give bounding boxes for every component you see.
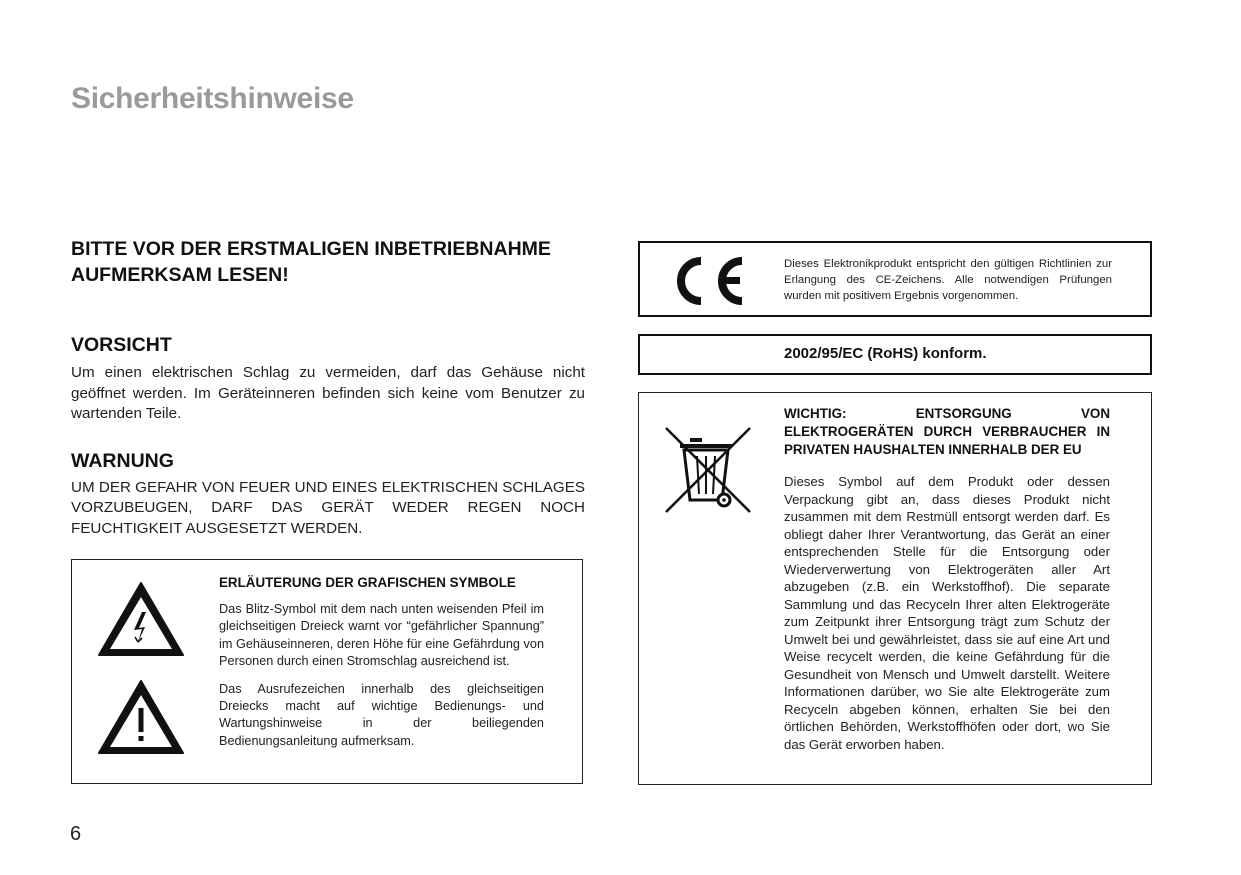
ce-mark-icon — [666, 255, 748, 307]
page-number: 6 — [70, 823, 82, 845]
vorsicht-heading: VORSICHT — [71, 334, 172, 356]
intro-heading — [71, 236, 585, 288]
rohs-text: 2002/95/EC (RoHS) konform. — [784, 345, 987, 362]
ce-logo-text: CE — [666, 255, 668, 256]
ce-box — [638, 241, 1152, 317]
weee-heading: WICHTIG: ENTSORGUNG VON ELEKTROGERÄTEN DURCH VERBRAUCHER IN PRIVATEN HAUSHALTEN INNERHALB DER EU — [784, 406, 1110, 457]
weee-body: Dieses Symbol auf dem Produkt oder dessen Verpackung gibt an, dass dieses Produkt nicht zusammen mit dem Restmüll entsorgt werden darf. Es obliegt daher Ihrer Verantwortung, das Gerät an einer entsprechenden Stelle für die Entsorgung oder Wiederverwertung von Elektrogeräten aller Art abzugeben (z.B. ein Werkstoffhof). Die separate Sammlung und das Recyceln Ihrer alten Elektrogeräte zum Zeitpunkt ihrer Entsorgung trägt zum Schutz der Umwelt bei und gewährleistet, dass sie auf eine Art und Weise recycelt werden, die keine Gefährdung für die Gesundheit von Mensch und Umwelt darstellt. Weitere Informationen darüber, wo Sie alte Elektrogeräte zum Recyceln abgeben können, erhalten Sie bei den örtlichen Behörden, Werkstoffhöfen oder dort, wo Sie das Gerät erworben haben. — [784, 474, 1110, 752]
lightning-warning-icon — [96, 580, 186, 658]
vorsicht-text: Um einen elektrischen Schlag zu vermeiden, darf das Gehäuse nicht geöffnet werden. Im Geräteinneren befinden sich keine vom Benutzer zu wartenden Teile. — [71, 364, 585, 422]
lightning-explanation: Das Blitz-Symbol mit dem nach unten weisenden Pfeil im gleichseitigen Dreieck warnt vor “gefährlicher Spannung” im Gehäuseinneren, deren Höhe für eine Gefährdung von Personen durch einen Stromschlag ausreichend ist. — [219, 602, 544, 669]
weee-box — [638, 392, 1152, 785]
symbols-text-column — [219, 574, 544, 750]
intro-heading-line1: BITTE VOR DER ERSTMALIGEN INBETRIEBNAHME — [71, 238, 551, 260]
symbols-heading: ERLÄUTERUNG DER GRAFISCHEN SYMBOLE — [219, 575, 516, 590]
intro-heading-line2: AUFMERKSAM LESEN! — [71, 264, 289, 286]
ce-text: Dieses Elektronikprodukt entspricht den gültigen Richtlinien zur Erlangung des CE-Zeichens. Alle notwendigen Prüfungen wurden mit positivem Ergebnis vorgenommen. — [784, 258, 1112, 302]
left-column — [71, 236, 585, 539]
weee-text-column — [784, 405, 1110, 753]
symbols-explanation-box — [71, 559, 583, 784]
warnung-text: UM DER GEFAHR VON FEUER UND EINES ELEKTRISCHEN SCHLAGES VORZUBEUGEN, DARF DAS GERÄT WEDER REGEN NOCH FEUCHTIGKEIT AUSGESETZT WERDEN. — [71, 478, 585, 537]
warnung-heading: WARNUNG — [71, 449, 174, 472]
page-title: Sicherheitshinweise — [71, 82, 354, 115]
crossed-out-wheelie-bin-icon — [662, 424, 754, 516]
exclamation-warning-icon — [96, 678, 186, 756]
rohs-box — [638, 334, 1152, 375]
exclamation-explanation: Das Ausrufezeichen innerhalb des gleichseitigen Dreiecks macht auf wichtige Bedienungs- und Wartungshinweise in der beiliegenden Bedienungsanleitung aufmerksam. — [219, 681, 544, 748]
